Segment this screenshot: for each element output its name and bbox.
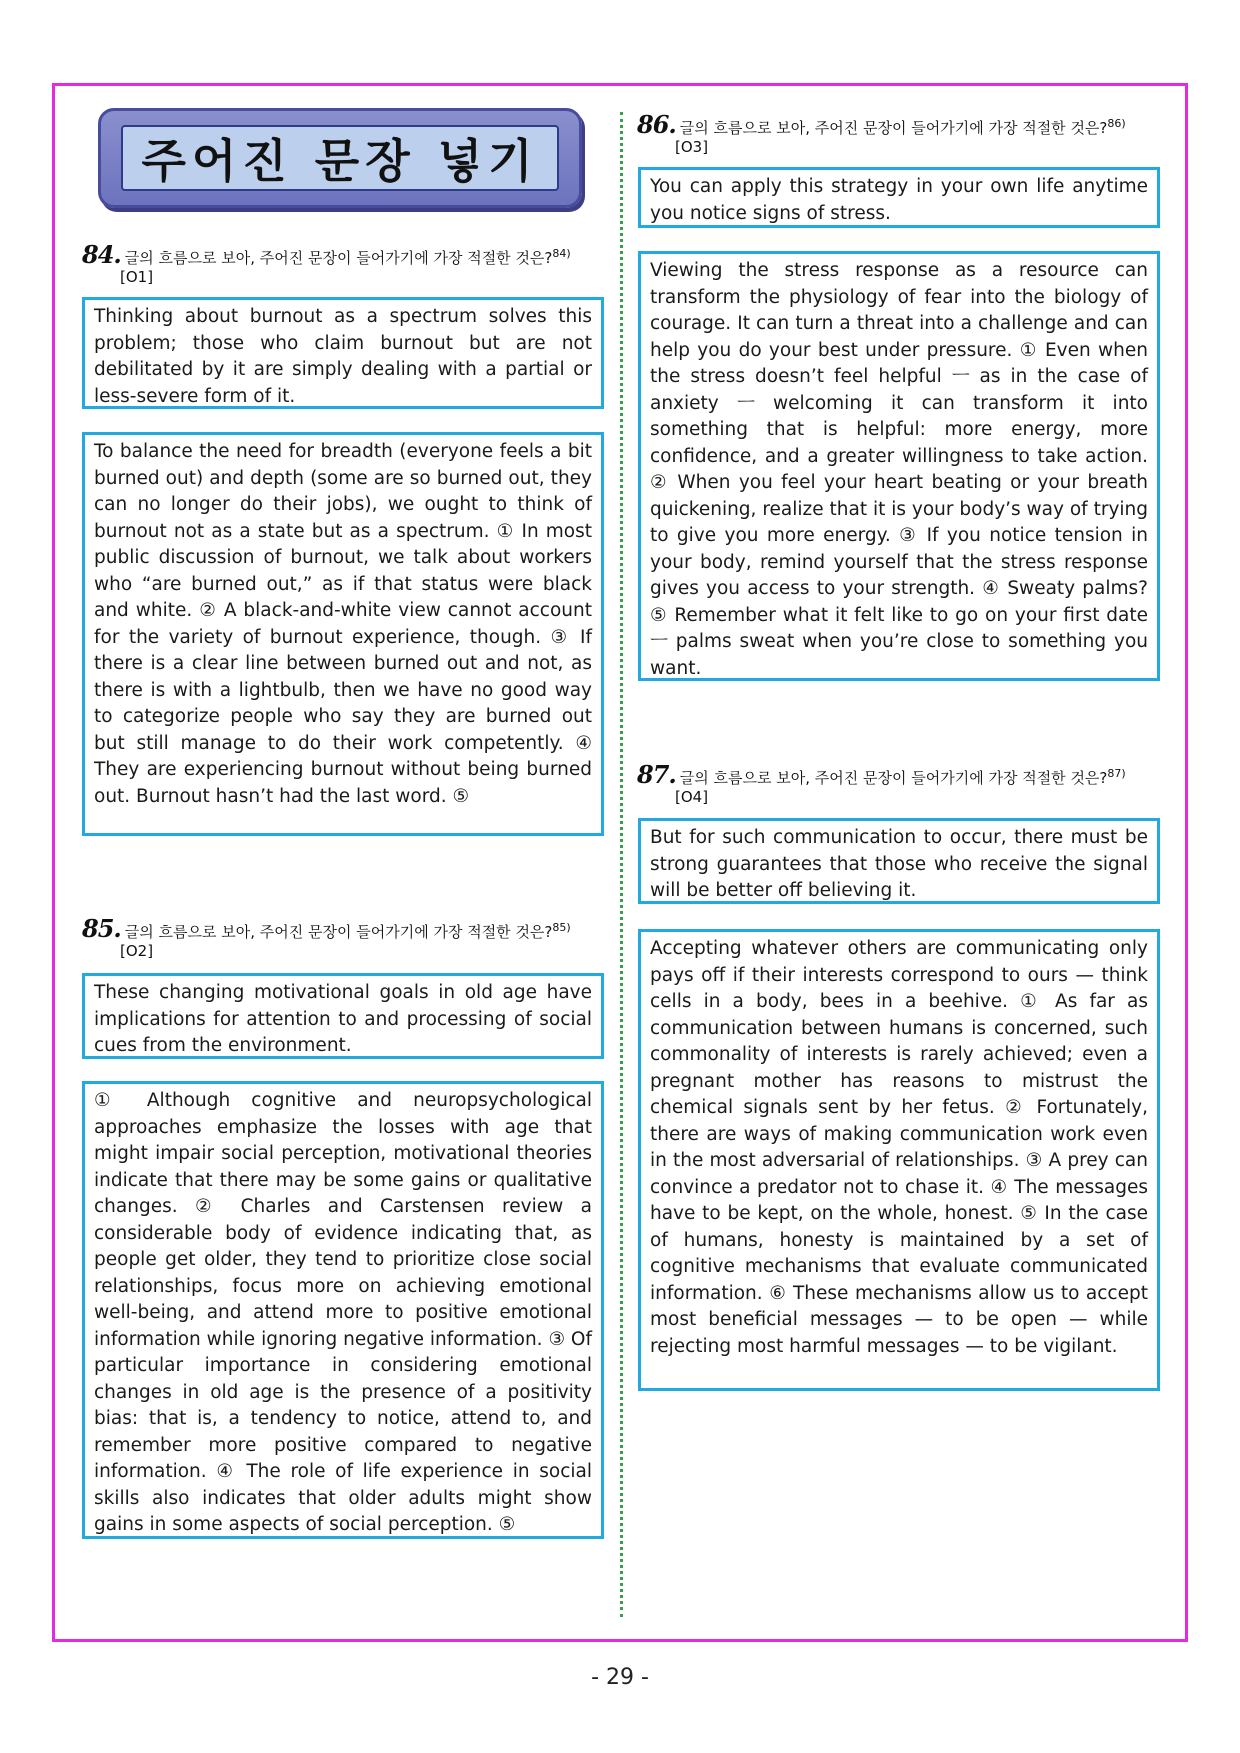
- question-prompt: 글의 흐름으로 보아, 주어진 문장이 들어가기에 가장 적절한 것은?: [679, 119, 1108, 137]
- question-note: 86): [1107, 117, 1126, 130]
- question-code: [O2]: [120, 942, 154, 960]
- question-note: 87): [1107, 767, 1126, 780]
- page-number: - 29 -: [591, 1665, 649, 1690]
- question-code: [O1]: [120, 268, 154, 286]
- question-87-given-sentence: But for such communication to occur, there must be strong guarantees that those who receive the signal will be better off believing it.: [638, 818, 1160, 904]
- question-86-passage: Viewing the stress response as a resource can transform the physiology of fear into the biology of courage. It can turn a threat into a challenge and can help you do your best under pressure. ① Even when the stress doesn’t feel helpful ㅡ as in the case of anxiety ㅡ welcoming it can transform it into something that is helpful: more energy, more confidence, and a greater willingness to take action. ② When you feel your heart beating or your breath quickening, realize that it is your body’s way of trying to give you more energy. ③ If you notice tension in your body, remind yourself that the stress response gives you access to your strength. ④ Sweaty palms? ⑤ Remember what it felt like to go on your first date ㅡ palms sweat when you’re close to something you want.: [638, 251, 1160, 681]
- question-number: 84.: [82, 240, 121, 269]
- question-note: 84): [552, 247, 571, 260]
- question-number: 85.: [82, 914, 121, 943]
- question-code: [O4]: [675, 788, 709, 806]
- question-85-passage: ① Although cognitive and neuropsychological approaches emphasize the losses with age that might impair social perception, motivational theories indicate that there may be some gains or qualitative changes. ② Charles and Carstensen review a considerable body of evidence indicating that, as people get older, they tend to prioritize close social relationships, focus more on achieving emotional well-being, and attend more to positive emotional information while ignoring negative information. ③ Of particular importance in considering emotional changes in old age is the presence of a positivity bias: that is, a tendency to notice, attend to, and remember more positive compared to negative information. ④ The role of life experience in social skills also indicates that older adults might show gains in some aspects of social perception. ⑤: [82, 1081, 604, 1539]
- column-divider: [620, 112, 623, 1617]
- question-84-passage: To balance the need for breadth (everyone feels a bit burned out) and depth (some are so burned out, they can no longer do their jobs), we ought to think of burnout not as a state but as a spectrum. ① In most public discussion of burnout, we talk about workers who “are burned out,” as if that status were black and white. ② A black-and-white view cannot account for the variety of burnout experience, though. ③ If there is a clear line between burned out and not, as there is with a lightbulb, then we have no good way to categorize people who say they are burned out but still manage to do their work competently. ④ They are experiencing burnout without being burned out. Burnout hasn’t had the last word. ⑤: [82, 432, 604, 836]
- section-title-inner: [121, 125, 559, 191]
- section-title-badge: [98, 108, 582, 208]
- question-87-passage: Accepting whatever others are communicating only pays off if their interests correspond to ours — think cells in a body, bees in a beehive. ① As far as communication between humans is concerned, such commonality of interests is rarely achieved; even a pregnant mother has reasons to mistrust the chemical signals sent by her fetus. ② Fortunately, there are ways of making communication work even in the most adversarial of relationships. ③ A prey can convince a predator not to chase it. ④ The messages have to be kept, on the whole, honest. ⑤ In the case of humans, honesty is maintained by a set of cognitive mechanisms that evaluate communicated information. ⑥ These mechanisms allow us to accept most beneficial messages — to be open — while rejecting most harmful messages — to be vigilant.: [638, 929, 1160, 1391]
- question-84-header: [82, 240, 622, 286]
- question-86-header: [637, 110, 1177, 156]
- question-number: 87.: [637, 760, 676, 789]
- question-85-given-sentence: These changing motivational goals in old age have implications for attention to and processing of social cues from the environment.: [82, 973, 604, 1059]
- question-87-header: [637, 760, 1177, 806]
- question-86-given-sentence: You can apply this strategy in your own life anytime you notice signs of stress.: [638, 167, 1160, 228]
- question-prompt: 글의 흐름으로 보아, 주어진 문장이 들어가기에 가장 적절한 것은?: [124, 249, 553, 267]
- question-prompt: 글의 흐름으로 보아, 주어진 문장이 들어가기에 가장 적절한 것은?: [124, 923, 553, 941]
- question-prompt: 글의 흐름으로 보아, 주어진 문장이 들어가기에 가장 적절한 것은?: [679, 769, 1108, 787]
- question-note: 85): [552, 921, 571, 934]
- question-84-given-sentence: Thinking about burnout as a spectrum solves this problem; those who claim burnout but are not debilitated by it are simply dealing with a partial or less-severe form of it.: [82, 297, 604, 409]
- question-85-header: [82, 914, 622, 960]
- question-number: 86.: [637, 110, 676, 139]
- question-code: [O3]: [675, 138, 709, 156]
- section-title: 주어진 문장 넣기: [141, 134, 539, 188]
